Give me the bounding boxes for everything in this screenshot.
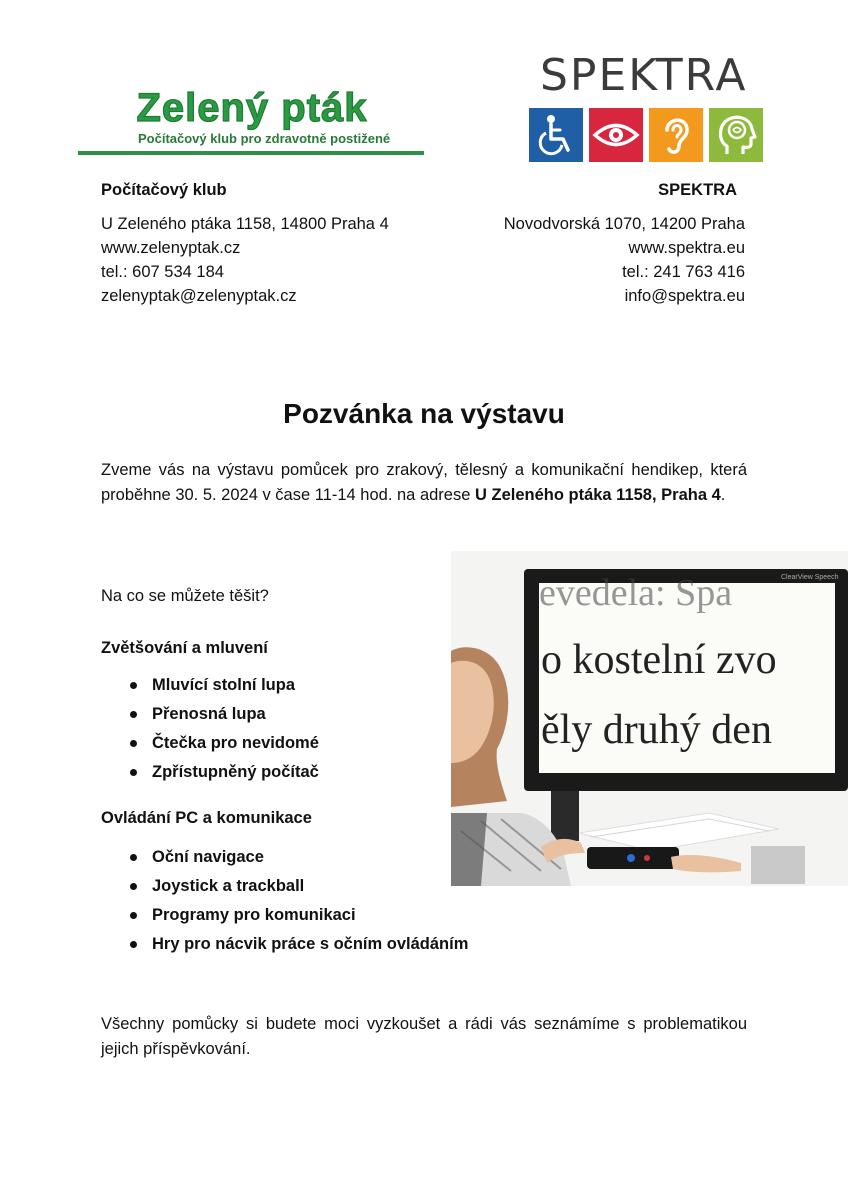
bullet-icon [130, 941, 137, 948]
list-item: Programy pro komunikaci [101, 903, 468, 932]
monitor-brand: ClearView Speech [781, 574, 839, 581]
list-pc-control [101, 845, 468, 961]
contact-zeleny-ptak [101, 178, 441, 308]
intro-address: U Zeleného ptáka 1158, Praha 4 [474, 486, 721, 504]
intro-end: . [720, 486, 726, 504]
eye-icon [589, 108, 643, 162]
section-heading-magnification: Zvětšování a mluvení [101, 639, 268, 657]
head-brain-icon [709, 108, 763, 162]
screen-text-line-3: ěly druhý den [541, 707, 772, 753]
wheelchair-icon [529, 108, 583, 162]
contact-phone: tel.: 241 763 416 [622, 263, 745, 281]
zeleny-ptak-logo-subtitle: Počítačový klub pro zdravotně postižené [138, 131, 391, 146]
spektra-logo [526, 50, 766, 164]
list-item: Přenosná lupa [101, 702, 319, 731]
contact-heading: SPEKTRA [658, 181, 737, 199]
screen-text-line-2: o kostelní zvo [541, 637, 777, 683]
intro-text: Zveme vás na výstavu pomůcek pro zrakový, tělesný a komunikační hendikep, která proběhne 30. 5. 2024 v čase 11-14 hod. na adrese [101, 461, 747, 504]
logo-underline [78, 151, 424, 155]
spektra-logo-title: SPEKTRA [540, 50, 748, 101]
contact-address: U Zeleného ptáka 1158, 14800 Praha 4 [101, 215, 389, 233]
list-item: Zpřístupněný počítač [101, 760, 319, 789]
list-item: Joystick a trackball [101, 874, 468, 903]
intro-paragraph [101, 458, 747, 508]
contact-web-link[interactable]: www.zelenyptak.cz [101, 239, 241, 257]
contact-email-link[interactable]: zelenyptak@zelenyptak.cz [101, 287, 297, 305]
screen-text-line-1: evedela: Spa [539, 572, 733, 614]
list-magnification [101, 673, 319, 789]
closing-paragraph: Všechny pomůcky si budete moci vyzkoušet a rádi vás seznámíme s problematikou jejich příspěvkování. [101, 1015, 747, 1058]
bullet-icon [130, 682, 137, 689]
ear-icon [649, 108, 703, 162]
contact-spektra [440, 178, 745, 308]
bullet-icon [130, 912, 137, 919]
zeleny-ptak-logo-title: Zelený pták [136, 86, 368, 130]
contact-heading: Počítačový klub [101, 181, 227, 199]
contact-web-link[interactable]: www.spektra.eu [628, 239, 745, 257]
section-heading-pc-control: Ovládání PC a komunikace [101, 809, 312, 827]
zeleny-ptak-logo [78, 88, 424, 160]
list-item: Hry pro nácvik práce s očním ovládáním [101, 932, 468, 961]
list-item: Mluvící stolní lupa [101, 673, 319, 702]
list-item: Oční navigace [101, 845, 468, 874]
page-title: Pozvánka na výstavu [283, 398, 565, 429]
question-text: Na co se můžete těšit? [101, 587, 269, 605]
bullet-icon [130, 854, 137, 861]
bullet-icon [130, 769, 137, 776]
bullet-icon [130, 711, 137, 718]
contact-address: Novodvorská 1070, 14200 Praha [503, 215, 745, 233]
contact-email-link[interactable]: info@spektra.eu [624, 287, 745, 305]
bullet-icon [130, 883, 137, 890]
contact-phone: tel.: 607 534 184 [101, 263, 224, 281]
list-item: Čtečka pro nevidomé [101, 731, 319, 760]
bullet-icon [130, 740, 137, 747]
magnifier-photo [451, 551, 848, 886]
